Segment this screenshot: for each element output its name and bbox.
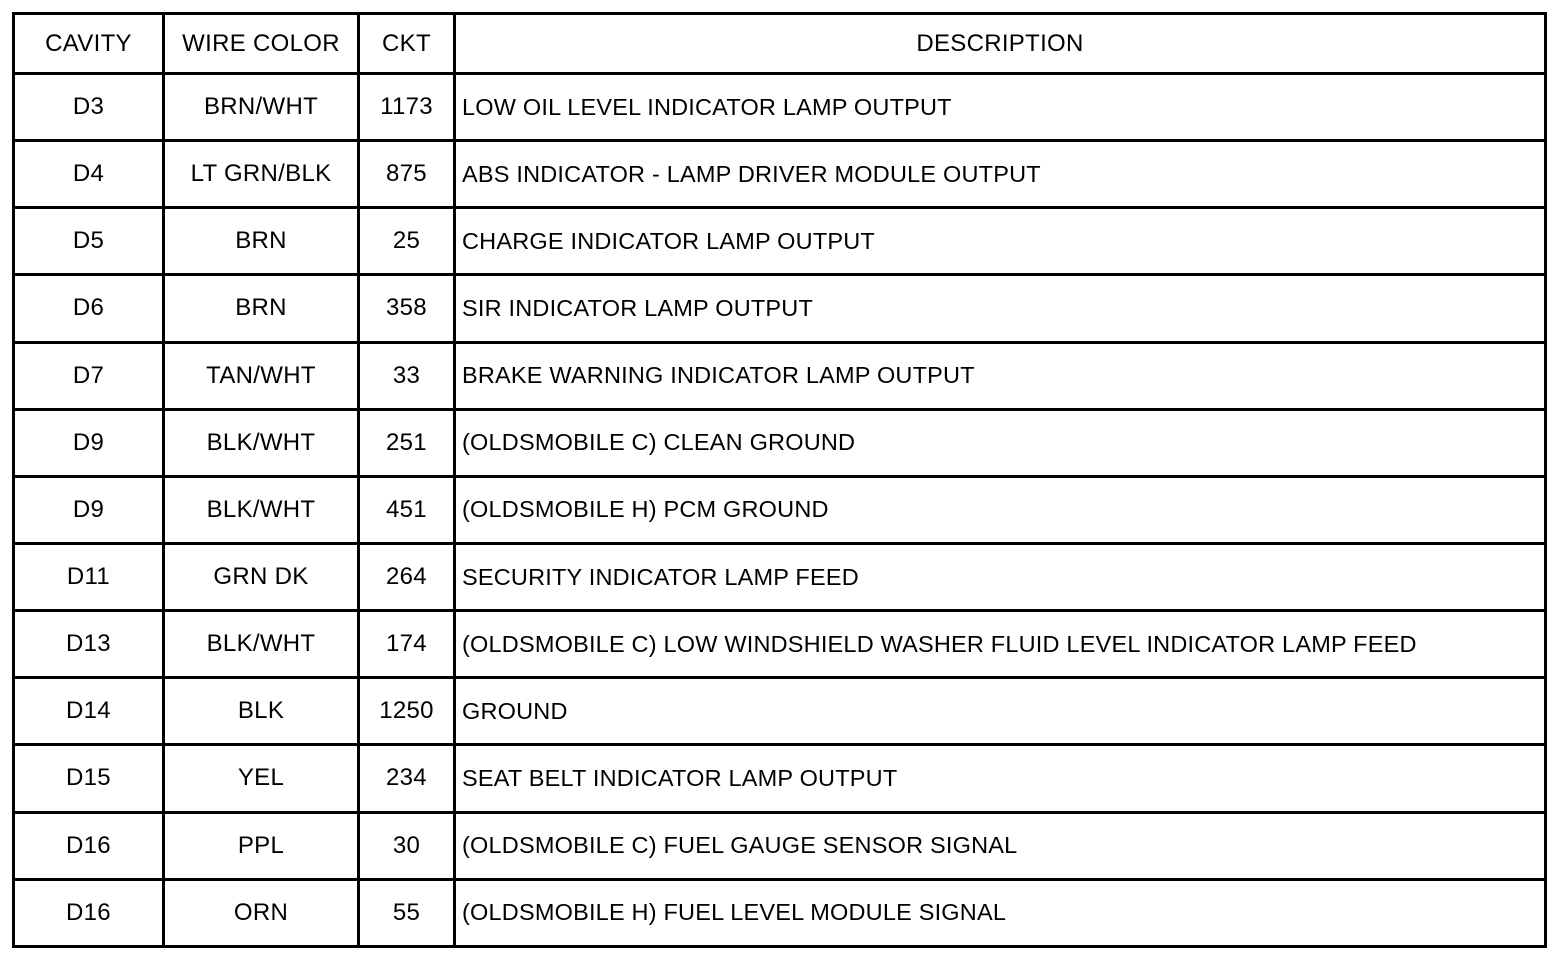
cell-wire-color: TAN/WHT xyxy=(164,342,359,409)
cell-ckt: 875 xyxy=(359,141,455,208)
cell-ckt: 1173 xyxy=(359,74,455,141)
cell-wire-color: BRN/WHT xyxy=(164,74,359,141)
cell-description: (OLDSMOBILE H) FUEL LEVEL MODULE SIGNAL xyxy=(455,879,1546,946)
cell-description: SEAT BELT INDICATOR LAMP OUTPUT xyxy=(455,745,1546,812)
cell-cavity: D3 xyxy=(14,74,164,141)
cell-wire-color: ORN xyxy=(164,879,359,946)
table-row xyxy=(14,476,1546,543)
table-header xyxy=(14,14,1546,74)
cell-cavity: D13 xyxy=(14,611,164,678)
cell-wire-color: LT GRN/BLK xyxy=(164,141,359,208)
table-body xyxy=(14,74,1546,947)
cell-cavity: D11 xyxy=(14,543,164,610)
cell-ckt: 1250 xyxy=(359,678,455,745)
header-cavity: CAVITY xyxy=(14,14,164,74)
cell-wire-color: BRN xyxy=(164,208,359,275)
cell-ckt: 174 xyxy=(359,611,455,678)
cell-wire-color: PPL xyxy=(164,812,359,879)
cell-wire-color: BLK/WHT xyxy=(164,409,359,476)
cell-ckt: 264 xyxy=(359,543,455,610)
table-row xyxy=(14,275,1546,342)
cell-description: (OLDSMOBILE C) LOW WINDSHIELD WASHER FLUID LEVEL INDICATOR LAMP FEED xyxy=(455,611,1546,678)
header-row xyxy=(14,14,1546,74)
cell-wire-color: BLK xyxy=(164,678,359,745)
cell-cavity: D9 xyxy=(14,409,164,476)
cell-wire-color: YEL xyxy=(164,745,359,812)
table-row xyxy=(14,74,1546,141)
table-row xyxy=(14,342,1546,409)
cell-cavity: D9 xyxy=(14,476,164,543)
cell-wire-color: BRN xyxy=(164,275,359,342)
cell-cavity: D14 xyxy=(14,678,164,745)
header-ckt: CKT xyxy=(359,14,455,74)
table-row xyxy=(14,141,1546,208)
table-row xyxy=(14,812,1546,879)
cell-ckt: 30 xyxy=(359,812,455,879)
table-row xyxy=(14,543,1546,610)
cell-wire-color: BLK/WHT xyxy=(164,476,359,543)
cell-cavity: D6 xyxy=(14,275,164,342)
cell-wire-color: BLK/WHT xyxy=(164,611,359,678)
cell-cavity: D15 xyxy=(14,745,164,812)
cell-description: (OLDSMOBILE H) PCM GROUND xyxy=(455,476,1546,543)
cell-ckt: 55 xyxy=(359,879,455,946)
cell-cavity: D7 xyxy=(14,342,164,409)
table-row xyxy=(14,745,1546,812)
cell-description: SIR INDICATOR LAMP OUTPUT xyxy=(455,275,1546,342)
table-row xyxy=(14,611,1546,678)
cell-cavity: D16 xyxy=(14,812,164,879)
table-row xyxy=(14,208,1546,275)
header-wire-color: WIRE COLOR xyxy=(164,14,359,74)
table-row xyxy=(14,409,1546,476)
cell-description: GROUND xyxy=(455,678,1546,745)
table-row xyxy=(14,678,1546,745)
connector-cavity-table xyxy=(12,12,1547,948)
cell-ckt: 33 xyxy=(359,342,455,409)
cell-description: SECURITY INDICATOR LAMP FEED xyxy=(455,543,1546,610)
cell-ckt: 358 xyxy=(359,275,455,342)
cell-description: (OLDSMOBILE C) CLEAN GROUND xyxy=(455,409,1546,476)
cell-ckt: 251 xyxy=(359,409,455,476)
cell-cavity: D5 xyxy=(14,208,164,275)
cell-description: BRAKE WARNING INDICATOR LAMP OUTPUT xyxy=(455,342,1546,409)
table-row xyxy=(14,879,1546,946)
cell-ckt: 25 xyxy=(359,208,455,275)
cell-description: ABS INDICATOR - LAMP DRIVER MODULE OUTPUT xyxy=(455,141,1546,208)
cell-cavity: D16 xyxy=(14,879,164,946)
cell-cavity: D4 xyxy=(14,141,164,208)
cell-description: LOW OIL LEVEL INDICATOR LAMP OUTPUT xyxy=(455,74,1546,141)
header-description: DESCRIPTION xyxy=(455,14,1546,74)
cell-description: (OLDSMOBILE C) FUEL GAUGE SENSOR SIGNAL xyxy=(455,812,1546,879)
connector-cavity-table-container xyxy=(12,12,1544,948)
cell-ckt: 451 xyxy=(359,476,455,543)
cell-wire-color: GRN DK xyxy=(164,543,359,610)
cell-description: CHARGE INDICATOR LAMP OUTPUT xyxy=(455,208,1546,275)
cell-ckt: 234 xyxy=(359,745,455,812)
